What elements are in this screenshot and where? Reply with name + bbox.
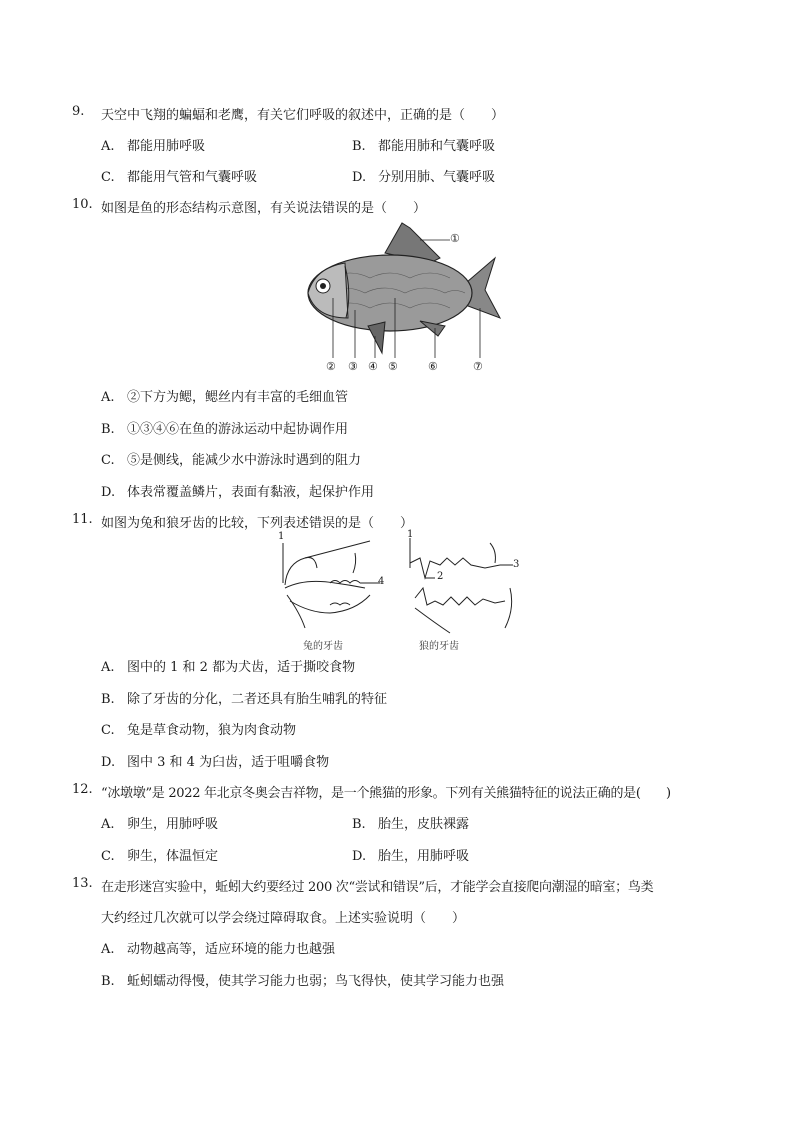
wolf-caption: 狼的牙齿 xyxy=(419,641,459,652)
wolf-label-2: 2 xyxy=(437,571,444,582)
fish-label-5: ⑤ xyxy=(388,360,398,373)
option-label: C. xyxy=(101,723,115,738)
option-d xyxy=(101,751,329,770)
fish-label-2: ② xyxy=(326,360,336,373)
fish-diagram xyxy=(290,218,510,378)
option-text: 胎生，皮肤裸露 xyxy=(378,817,470,832)
question-stem-line-1: 在走形迷宫实验中，蚯蚓大约要经过 200 次“尝试和错误”后，才能学会直接爬向潮湿的暗室；鸟类 xyxy=(101,880,654,895)
option-text: 胎生，用肺呼吸 xyxy=(378,849,470,864)
option-text: 除了牙齿的分化，二者还具有胎生哺乳的特征 xyxy=(127,692,388,707)
option-label: A. xyxy=(101,139,115,154)
option-label: D. xyxy=(101,755,116,770)
option-a xyxy=(101,813,218,832)
wolf-teeth-illustration xyxy=(405,533,520,638)
option-a xyxy=(101,938,335,957)
option-label: A. xyxy=(101,390,115,405)
option-text: 体表常覆盖鳞片，表面有黏液，起保护作用 xyxy=(127,485,375,500)
option-text: ②下方为鳃，鳃丝内有丰富的毛细血管 xyxy=(127,390,349,405)
rabbit-teeth-diagram xyxy=(275,533,385,653)
option-text: 兔是草食动物，狼为肉食动物 xyxy=(127,723,297,738)
rabbit-caption: 兔的牙齿 xyxy=(303,641,343,652)
option-label: D. xyxy=(352,849,367,864)
option-label: B. xyxy=(101,974,115,989)
option-text: 图中 3 和 4 为臼齿，适于咀嚼食物 xyxy=(127,755,330,770)
option-text: 卵生，用肺呼吸 xyxy=(127,817,219,832)
option-label: A. xyxy=(101,942,115,957)
option-d xyxy=(101,481,374,500)
option-label: C. xyxy=(101,453,115,468)
option-c xyxy=(101,845,218,864)
question-number: 10. xyxy=(72,197,93,212)
fish-label-3: ③ xyxy=(348,360,358,373)
question-number: 9. xyxy=(72,104,85,119)
option-label: A. xyxy=(101,817,115,832)
question-number: 13. xyxy=(72,876,93,891)
option-label: B. xyxy=(101,422,115,437)
option-label: D. xyxy=(101,485,116,500)
wolf-label-3: 3 xyxy=(513,559,520,570)
rabbit-label-4: 4 xyxy=(378,576,385,587)
option-text: 都能用肺和气囊呼吸 xyxy=(378,139,496,154)
option-d xyxy=(352,845,469,864)
option-a xyxy=(101,386,348,405)
option-text: 动物越高等，适应环境的能力也越强 xyxy=(127,942,336,957)
option-a xyxy=(101,135,205,154)
fish-label-7: ⑦ xyxy=(473,360,483,373)
question-number: 11. xyxy=(72,512,93,527)
option-a xyxy=(101,656,355,675)
option-label: A. xyxy=(101,660,115,675)
rabbit-teeth-illustration xyxy=(275,533,385,638)
question-stem: 天空中飞翔的蝙蝠和老鹰，有关它们呼吸的叙述中，正确的是（ ） xyxy=(101,108,505,123)
option-text: 卵生，体温恒定 xyxy=(127,849,219,864)
option-label: D. xyxy=(352,170,367,185)
fish-label-4: ④ xyxy=(368,360,378,373)
fish-label-1: ① xyxy=(450,232,460,245)
option-text: 都能用肺呼吸 xyxy=(127,139,206,154)
option-label: C. xyxy=(101,849,115,864)
option-b xyxy=(101,688,387,707)
option-text: ①③④⑥在鱼的游泳运动中起协调作用 xyxy=(127,422,349,437)
question-stem: 如图为兔和狼牙齿的比较，下列表述错误的是（ ） xyxy=(101,516,414,531)
wolf-teeth-diagram xyxy=(405,529,525,653)
option-c xyxy=(101,166,257,185)
question-number: 12. xyxy=(72,782,93,797)
option-c xyxy=(101,449,361,468)
option-label: C. xyxy=(101,170,115,185)
option-text: 蚯蚓蠕动得慢，使其学习能力也弱；鸟飞得快，使其学习能力也强 xyxy=(127,974,505,989)
option-c xyxy=(101,719,296,738)
option-text: 都能用气管和气囊呼吸 xyxy=(127,170,258,185)
option-text: 图中的 1 和 2 都为犬齿，适于撕咬食物 xyxy=(127,660,356,675)
option-text: 分别用肺、气囊呼吸 xyxy=(378,170,496,185)
question-stem: “冰墩墩”是 2022 年北京冬奥会吉祥物，是一个熊猫的形象。下列有关熊猫特征的说法正确的是( ) xyxy=(101,786,671,801)
question-stem-line-2: 大约经过几次就可以学会绕过障碍取食。上述实验说明（ ） xyxy=(101,911,466,926)
option-label: B. xyxy=(352,139,366,154)
question-stem: 如图是鱼的形态结构示意图，有关说法错误的是（ ） xyxy=(101,201,427,216)
option-label: B. xyxy=(352,817,366,832)
wolf-label-1: 1 xyxy=(407,529,414,540)
rabbit-label-1: 1 xyxy=(278,531,285,542)
option-b xyxy=(101,970,504,989)
option-d xyxy=(352,166,495,185)
fish-label-6: ⑥ xyxy=(428,360,438,373)
option-b xyxy=(101,418,348,437)
option-b xyxy=(352,813,469,832)
option-b xyxy=(352,135,495,154)
fish-illustration xyxy=(290,218,510,378)
option-text: ⑤是侧线，能减少水中游泳时遇到的阻力 xyxy=(127,453,362,468)
option-label: B. xyxy=(101,692,115,707)
